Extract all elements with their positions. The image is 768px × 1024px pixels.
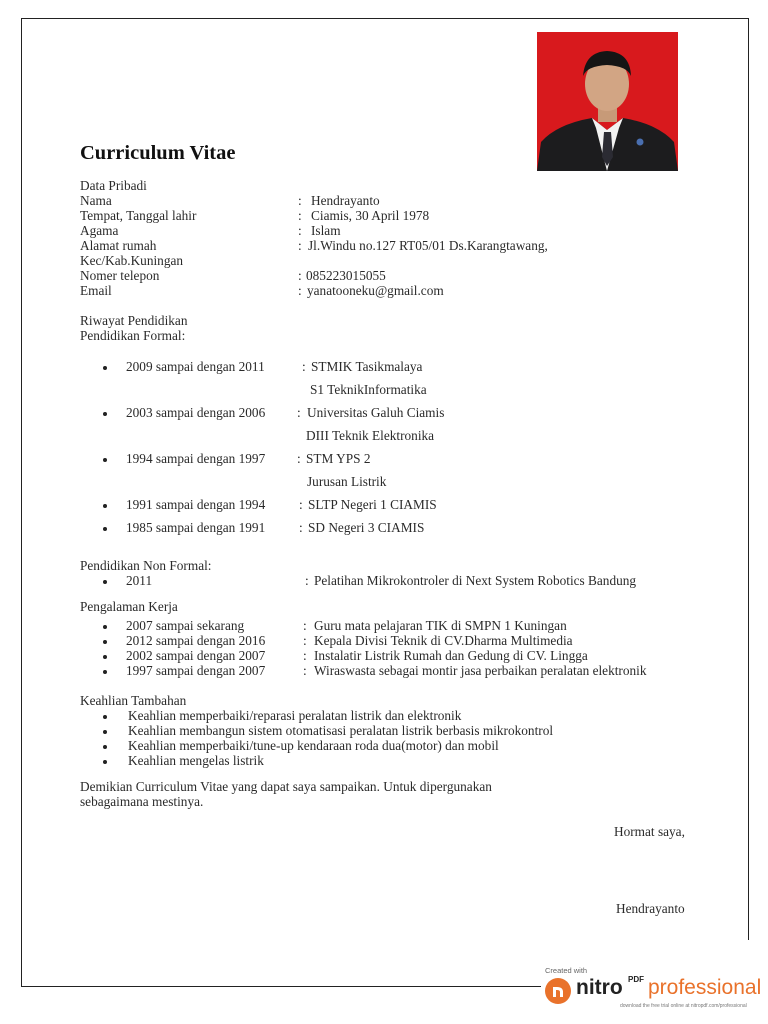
regards-text: Hormat saya, xyxy=(614,824,685,839)
personal-label: Tempat, Tanggal lahir xyxy=(80,208,197,223)
personal-value: Islam xyxy=(311,223,341,238)
experience-heading: Pengalaman Kerja xyxy=(80,599,178,614)
experience-sep: : xyxy=(303,663,307,678)
skill-item: Keahlian membangun sistem otomatisasi peralatan listrik berbasis mikrokontrol xyxy=(128,723,554,738)
bullet-icon xyxy=(103,366,107,370)
nonformal-desc: Pelatihan Mikrokontroler di Next System Robotics Bandung xyxy=(314,573,637,588)
bullet-icon xyxy=(103,580,107,584)
skill-item: Keahlian memperbaiki/reparasi peralatan listrik dan elektronik xyxy=(128,708,462,723)
personal-label: Agama xyxy=(80,223,119,238)
bullet-icon xyxy=(103,504,107,508)
bullet-icon xyxy=(103,625,107,629)
nonformal-heading: Pendidikan Non Formal: xyxy=(80,558,212,573)
personal-value: 085223015055 xyxy=(306,268,386,283)
experience-sep: : xyxy=(303,633,307,648)
skills-heading: Keahlian Tambahan xyxy=(80,693,187,708)
experience-desc: Instalatir Listrik Rumah dan Gedung di CV. Lingga xyxy=(314,648,588,663)
page-border-top xyxy=(21,18,749,19)
formal-detail: DIII Teknik Elektronika xyxy=(306,428,435,443)
formal-period: 1991 sampai dengan 1994 xyxy=(126,497,266,512)
skill-item: Keahlian memperbaiki/tune-up kendaraan roda dua(motor) dan mobil xyxy=(128,738,499,753)
watermark-download-text: download the free trial online at nitropdf.com/professional xyxy=(620,1003,747,1009)
experience-sep: : xyxy=(303,648,307,663)
email-value: yanatooneku@gmail.com xyxy=(307,283,444,298)
formal-school: Universitas Galuh Ciamis xyxy=(307,405,445,420)
bullet-icon xyxy=(103,760,107,764)
personal-sep: : xyxy=(298,283,302,298)
formal-heading: Pendidikan Formal: xyxy=(80,328,186,343)
experience-period: 2007 sampai sekarang xyxy=(126,618,245,633)
page-border-right xyxy=(748,18,749,940)
formal-school: SD Negeri 3 CIAMIS xyxy=(308,520,425,535)
personal-value: Hendrayanto xyxy=(311,193,380,208)
formal-detail: S1 TeknikInformatika xyxy=(310,382,427,397)
nitro-pdf-watermark xyxy=(545,966,765,1016)
experience-desc: Guru mata pelajaran TIK di SMPN 1 Kuningan xyxy=(314,618,567,633)
nonformal-period: 2011 xyxy=(126,573,153,588)
closing-line: sebagaimana mestinya. xyxy=(80,794,204,809)
formal-sep: : xyxy=(299,497,303,512)
formal-period: 2003 sampai dengan 2006 xyxy=(126,405,266,420)
bullet-icon xyxy=(103,715,107,719)
document-title: Curriculum Vitae xyxy=(80,142,236,164)
experience-period: 1997 sampai dengan 2007 xyxy=(126,663,266,678)
personal-label: Email xyxy=(80,283,112,298)
watermark-brand-sup: PDF xyxy=(628,975,644,984)
personal-sep: : xyxy=(298,193,302,208)
personal-label: Nama xyxy=(80,193,112,208)
bullet-icon xyxy=(103,730,107,734)
address-continuation: Kec/Kab.Kuningan xyxy=(80,253,184,268)
personal-sep: : xyxy=(298,223,302,238)
watermark-brand: nitro xyxy=(576,976,623,999)
closing-line: Demikian Curriculum Vitae yang dapat saya sampaikan. Untuk dipergunakan xyxy=(80,779,492,794)
bullet-icon xyxy=(103,655,107,659)
formal-school: STMIK Tasikmalaya xyxy=(311,359,423,374)
watermark-created-with: Created with xyxy=(545,966,588,975)
bullet-icon xyxy=(103,458,107,462)
formal-period: 1994 sampai dengan 1997 xyxy=(126,451,266,466)
education-heading: Riwayat Pendidikan xyxy=(80,313,188,328)
page-border-bottom xyxy=(21,986,541,987)
experience-period: 2012 sampai dengan 2016 xyxy=(126,633,266,648)
nitro-logo-icon xyxy=(545,978,571,1004)
nonformal-sep: : xyxy=(305,573,309,588)
bullet-icon xyxy=(103,670,107,674)
personal-sep: : xyxy=(298,238,302,253)
bullet-icon xyxy=(103,640,107,644)
formal-detail: Jurusan Listrik xyxy=(307,474,387,489)
personal-value: Ciamis, 30 April 1978 xyxy=(311,208,430,223)
experience-sep: : xyxy=(303,618,307,633)
formal-period: 1985 sampai dengan 1991 xyxy=(126,520,266,535)
formal-sep: : xyxy=(302,359,306,374)
skill-item: Keahlian mengelas listrik xyxy=(128,753,264,768)
experience-desc: Wiraswasta sebagai montir jasa perbaikan peralatan elektronik xyxy=(314,663,647,678)
personal-heading: Data Pribadi xyxy=(80,178,147,193)
formal-sep: : xyxy=(297,451,301,466)
formal-school: SLTP Negeri 1 CIAMIS xyxy=(308,497,437,512)
signature-name: Hendrayanto xyxy=(616,901,685,916)
personal-sep: : xyxy=(298,208,302,223)
personal-label: Nomer telepon xyxy=(80,268,160,283)
experience-desc: Kepala Divisi Teknik di CV.Dharma Multimedia xyxy=(314,633,573,648)
formal-period: 2009 sampai dengan 2011 xyxy=(126,359,265,374)
formal-sep: : xyxy=(299,520,303,535)
personal-value: Jl.Windu no.127 RT05/01 Ds.Karangtawang, xyxy=(308,238,548,253)
experience-period: 2002 sampai dengan 2007 xyxy=(126,648,266,663)
bullet-icon xyxy=(103,527,107,531)
formal-sep: : xyxy=(297,405,301,420)
formal-school: STM YPS 2 xyxy=(306,451,371,466)
bullet-icon xyxy=(103,745,107,749)
personal-sep: : xyxy=(298,268,302,283)
personal-label: Alamat rumah xyxy=(80,238,157,253)
bullet-icon xyxy=(103,412,107,416)
page-border-left xyxy=(21,18,22,986)
watermark-edition: professional xyxy=(648,976,762,999)
profile-photo xyxy=(537,32,678,171)
